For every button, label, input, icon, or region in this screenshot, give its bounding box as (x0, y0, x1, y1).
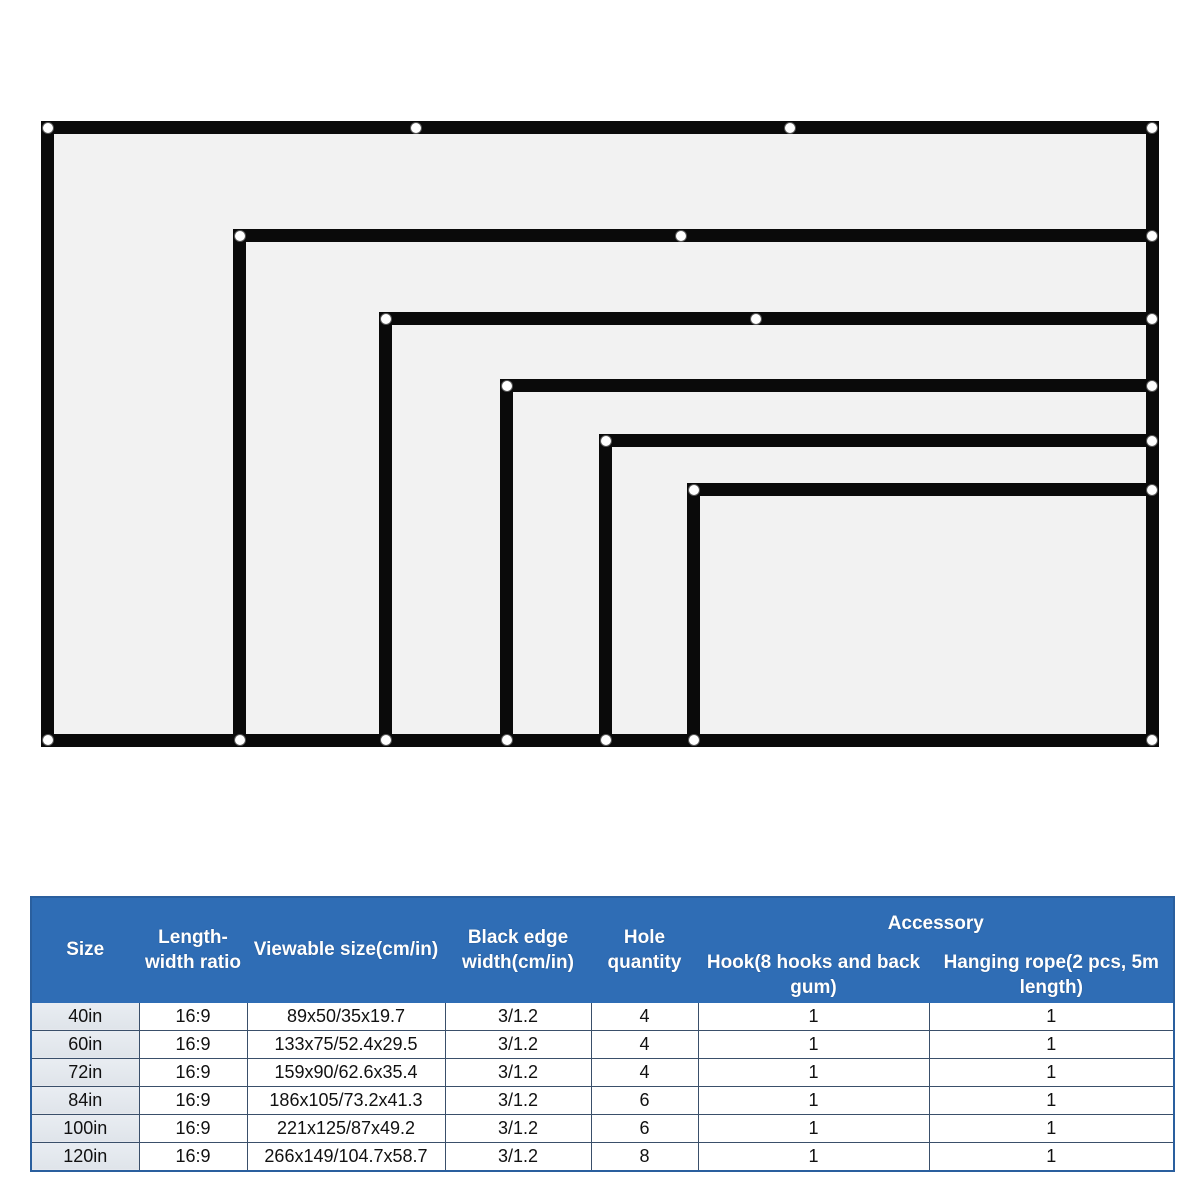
cell-size: 60in (31, 1030, 139, 1058)
cell-hook: 1 (698, 1142, 929, 1171)
grommet-icon (689, 485, 699, 495)
cell-hook: 1 (698, 1086, 929, 1114)
cell-edge: 3/1.2 (445, 1086, 591, 1114)
cell-viewable: 221x125/87x49.2 (247, 1114, 445, 1142)
cell-size: 40in (31, 1002, 139, 1030)
table-row (31, 1030, 1174, 1058)
grommet-icon (785, 123, 795, 133)
cell-rope: 1 (929, 1030, 1174, 1058)
cell-holes: 6 (591, 1086, 698, 1114)
cell-viewable: 89x50/35x19.7 (247, 1002, 445, 1030)
cell-size: 120in (31, 1142, 139, 1171)
cell-hook: 1 (698, 1030, 929, 1058)
cell-ratio: 16:9 (139, 1114, 247, 1142)
grommet-icon (1147, 123, 1157, 133)
header-hook: Hook(8 hooks and back gum) (698, 949, 929, 1002)
grommet-icon (235, 231, 245, 241)
table-row (31, 1114, 1174, 1142)
cell-holes: 4 (591, 1058, 698, 1086)
grommet-icon (502, 735, 512, 745)
cell-ratio: 16:9 (139, 1058, 247, 1086)
header-holes: Hole quantity (591, 897, 698, 1002)
cell-holes: 4 (591, 1002, 698, 1030)
cell-rope: 1 (929, 1142, 1174, 1171)
grommet-icon (43, 123, 53, 133)
cell-holes: 8 (591, 1142, 698, 1171)
cell-ratio: 16:9 (139, 1142, 247, 1171)
table-row (31, 1086, 1174, 1114)
grommet-icon (1147, 485, 1157, 495)
cell-holes: 6 (591, 1114, 698, 1142)
cell-viewable: 186x105/73.2x41.3 (247, 1086, 445, 1114)
cell-rope: 1 (929, 1086, 1174, 1114)
grommet-icon (751, 314, 761, 324)
grommet-icon (601, 735, 611, 745)
cell-rope: 1 (929, 1002, 1174, 1030)
grommet-icon (1147, 436, 1157, 446)
grommet-icon (689, 735, 699, 745)
grommet-icon (502, 381, 512, 391)
cell-size: 84in (31, 1086, 139, 1114)
cell-viewable: 133x75/52.4x29.5 (247, 1030, 445, 1058)
grommet-icon (1147, 735, 1157, 745)
grommet-icon (381, 314, 391, 324)
cell-ratio: 16:9 (139, 1086, 247, 1114)
cell-size: 72in (31, 1058, 139, 1086)
grommet-icon (43, 735, 53, 745)
cell-edge: 3/1.2 (445, 1114, 591, 1142)
cell-edge: 3/1.2 (445, 1058, 591, 1086)
cell-rope: 1 (929, 1058, 1174, 1086)
header-edge: Black edge width(cm/in) (445, 897, 591, 1002)
cell-viewable: 266x149/104.7x58.7 (247, 1142, 445, 1171)
screen-frame-6 (687, 483, 1159, 747)
grommet-icon (381, 735, 391, 745)
grommet-icon (1147, 381, 1157, 391)
cell-edge: 3/1.2 (445, 1030, 591, 1058)
cell-viewable: 159x90/62.6x35.4 (247, 1058, 445, 1086)
table-row (31, 1058, 1174, 1086)
header-rope: Hanging rope(2 pcs, 5m length) (929, 949, 1174, 1002)
cell-ratio: 16:9 (139, 1030, 247, 1058)
grommet-icon (601, 436, 611, 446)
cell-hook: 1 (698, 1058, 929, 1086)
table-row (31, 1142, 1174, 1171)
header-ratio: Length-width ratio (139, 897, 247, 1002)
header-accessory: Accessory (698, 897, 1174, 949)
grommet-icon (1147, 231, 1157, 241)
cell-hook: 1 (698, 1114, 929, 1142)
cell-edge: 3/1.2 (445, 1002, 591, 1030)
cell-ratio: 16:9 (139, 1002, 247, 1030)
header-viewable: Viewable size(cm/in) (247, 897, 445, 1002)
cell-hook: 1 (698, 1002, 929, 1030)
grommet-icon (1147, 314, 1157, 324)
cell-holes: 4 (591, 1030, 698, 1058)
cell-size: 100in (31, 1114, 139, 1142)
spec-table (30, 896, 1175, 1172)
grommet-icon (411, 123, 421, 133)
cell-edge: 3/1.2 (445, 1142, 591, 1171)
table-row (31, 1002, 1174, 1030)
header-size: Size (31, 897, 139, 1002)
cell-rope: 1 (929, 1114, 1174, 1142)
grommet-icon (235, 735, 245, 745)
grommet-icon (676, 231, 686, 241)
